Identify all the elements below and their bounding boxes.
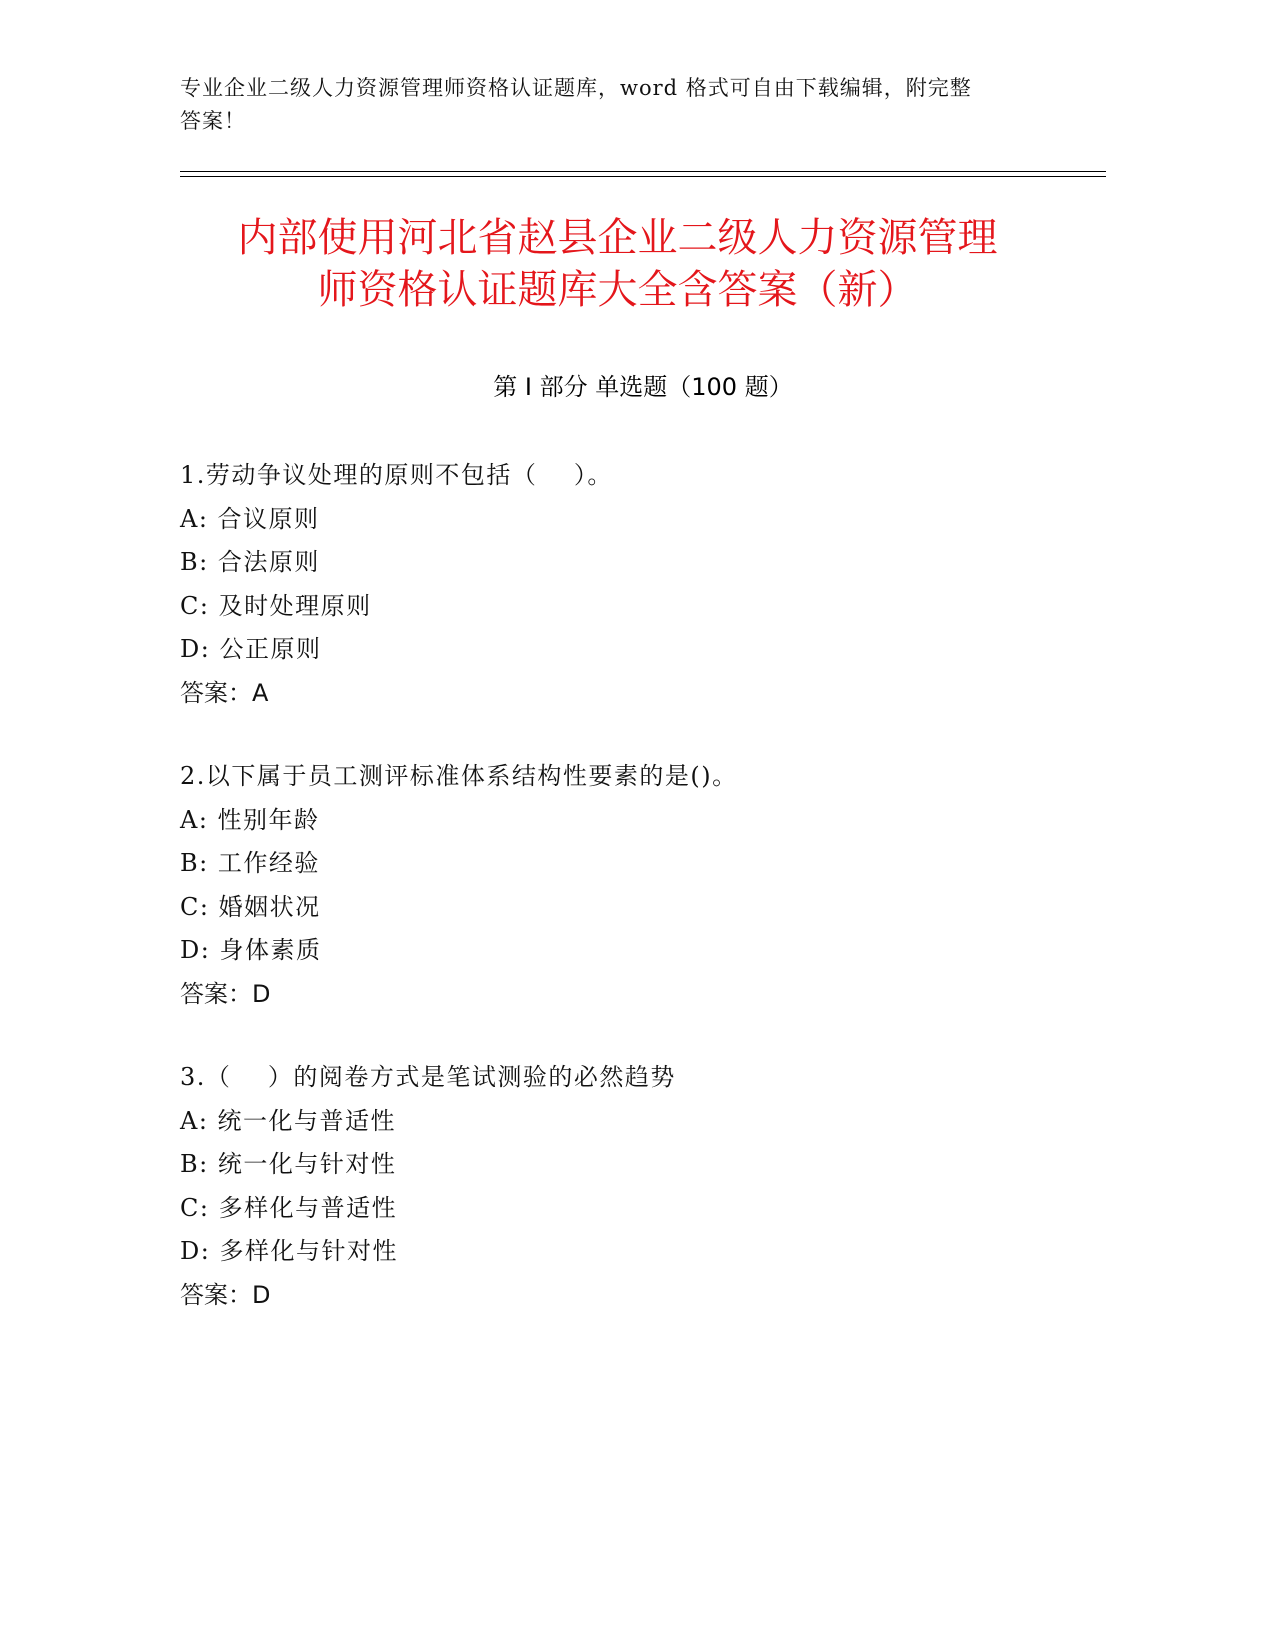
answer: 答案：D <box>180 979 271 1008</box>
option-a: A: 性别年龄 <box>180 805 320 834</box>
question-2 <box>180 755 1080 1016</box>
answer: 答案：A <box>180 678 269 707</box>
option-d: D: 身体素质 <box>180 936 322 964</box>
option-c: C: 多样化与普适性 <box>180 1193 398 1222</box>
section-title: 第 I 部分 单选题（100 题） <box>493 373 793 401</box>
header-note-line-1: 专业企业二级人力资源管理师资格认证题库，word 格式可自由下载编辑，附完整 <box>180 76 972 100</box>
header-divider-top <box>180 171 1106 172</box>
question-list <box>180 454 1080 1357</box>
header-note-line-2: 答案！ <box>180 109 246 133</box>
question-stem: 2.以下属于员工测评标准体系结构性要素的是()。 <box>180 762 738 790</box>
question-stem: 1.劳动争议处理的原则不包括（ ）。 <box>180 461 613 489</box>
option-b: B: 工作经验 <box>180 849 320 877</box>
document-title <box>150 212 1085 316</box>
header-divider-bottom <box>180 176 1106 177</box>
document-title-line-2: 师资格认证题库大全含答案（新） <box>317 267 918 313</box>
option-a: A: 合议原则 <box>180 504 320 533</box>
option-b: B: 合法原则 <box>180 548 320 576</box>
question-3 <box>180 1056 1080 1317</box>
option-a: A: 统一化与普适性 <box>180 1106 397 1135</box>
document-title-line-1: 内部使用河北省赵县企业二级人力资源管理 <box>237 215 998 261</box>
option-b: B: 统一化与针对性 <box>180 1150 397 1178</box>
option-c: C: 及时处理原则 <box>180 591 372 620</box>
option-d: D: 公正原则 <box>180 635 322 663</box>
question-stem: 3.（ ）的阅卷方式是笔试测验的必然趋势 <box>180 1063 676 1091</box>
option-d: D: 多样化与针对性 <box>180 1237 398 1265</box>
answer: 答案：D <box>180 1280 271 1309</box>
option-c: C: 婚姻状况 <box>180 892 321 921</box>
question-1 <box>180 454 1080 715</box>
header-note <box>180 72 1060 138</box>
